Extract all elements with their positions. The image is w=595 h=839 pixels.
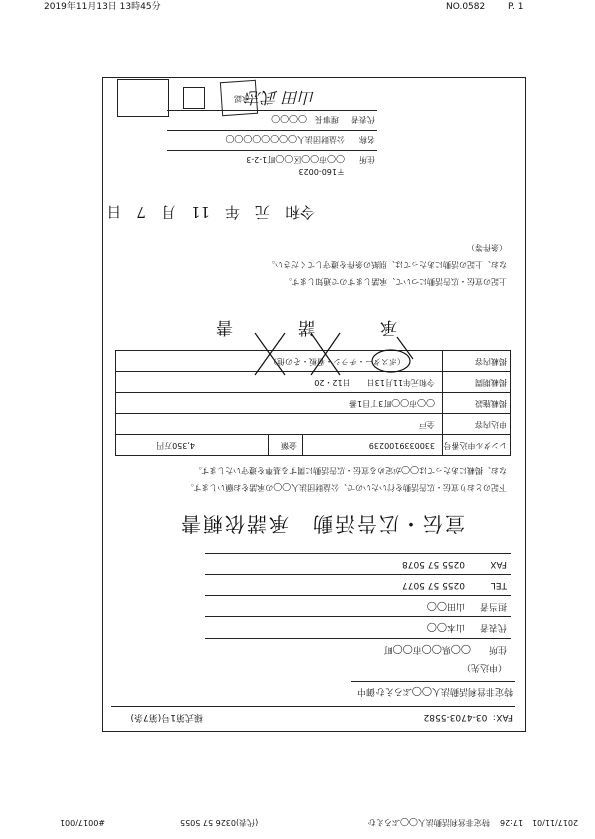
- intro-line-2: なお、掲載にあたっては◯◯が定める宣伝・広告活動に関する基準を遵守いたします。: [193, 466, 507, 475]
- contact-value-tel: 0255 57 5077: [402, 580, 465, 590]
- table-value-content: 全戸: [419, 420, 435, 429]
- contact-label-representative: 代表者: [479, 622, 507, 632]
- fax-timestamp: 2019年11月13日 13時45分: [44, 2, 161, 12]
- fax-footer-date: 2017/11/01: [532, 818, 579, 827]
- handwritten-signature: 山田 武志: [245, 88, 315, 107]
- fax-page: P. 1: [508, 2, 524, 12]
- fax-footer-time: 17:26: [500, 818, 524, 827]
- approver-postcode: 〒160-0023: [298, 167, 345, 176]
- seal-stamp-text: 承認: [233, 93, 251, 104]
- approval-form-sheet: [102, 77, 526, 732]
- contact-title: （申込先）: [461, 662, 507, 672]
- seal-stamp-square: [117, 79, 169, 117]
- contact-value-staff: 山田◯◯: [426, 601, 465, 611]
- table-value-application-no: 3300339100239: [368, 441, 435, 450]
- table-value-facility: ◯◯市◯◯町3丁目1番: [349, 399, 435, 408]
- approver-label-representative: 代表者: [351, 115, 375, 124]
- approver-address: ◯◯市◯◯区◯◯町1-2-3: [246, 155, 345, 164]
- fax-footer-counter: #0017/001: [60, 818, 106, 827]
- form-number: 様式第1号(第7条): [130, 712, 203, 722]
- contact-value-fax: 0255 57 5078: [402, 559, 465, 569]
- table-label-content: 申込内容: [475, 420, 507, 429]
- fax-number: NO.0582: [446, 2, 486, 12]
- recipient-suffix: 御中: [356, 686, 375, 696]
- notes-label: （条件等）: [467, 243, 507, 252]
- table-label-detail: 掲載内容: [475, 357, 507, 366]
- approval-date: 令和 元 年 11 月 7 日: [106, 203, 315, 221]
- table-label-period: 掲載期間: [475, 378, 507, 387]
- approver-name: 公益財団法人◯◯◯◯◯◯◯◯: [225, 135, 345, 144]
- table-value-detail: （ポスター・チラシ・看板・その他）: [269, 357, 405, 366]
- intro-line-1: 下記のとおり宣伝・広告活動を行いたいので、公益財団法人◯◯の承諾をお願いします。: [185, 483, 507, 492]
- fax-footer-tel: (代表)0326 57 5055: [180, 818, 259, 827]
- table-label-facility: 掲載施設: [475, 399, 507, 408]
- contact-label-address: 住所: [488, 644, 507, 654]
- contact-value-representative: 山本◯◯: [426, 622, 465, 632]
- seal-stamp-small: [183, 87, 205, 109]
- recipient-org: 特定非営利活動法人◯◯ぷろえむ: [375, 686, 513, 696]
- approver-label-name: 名称: [359, 135, 375, 144]
- table-value-period: 令和元年11月13日 日12・20: [314, 378, 435, 387]
- main-title: 宣伝・広告活動 承諾依頼書: [179, 512, 465, 536]
- table-label-amount: 金額: [281, 441, 297, 450]
- contact-label-fax: FAX: [490, 559, 507, 569]
- approver-label-address: 住所: [359, 155, 375, 164]
- fax-line: FAX：03-4703-5582: [423, 712, 513, 722]
- approval-line-2: なお、上記の活動にあたっては、別紙の条件を遵守してください。: [267, 260, 507, 269]
- contact-label-staff: 担当者: [479, 601, 507, 611]
- table-label-application-no: レンタル申込番号: [443, 441, 507, 450]
- contact-label-tel: TEL: [490, 580, 507, 590]
- approval-line-1: 上記の宣伝・広告活動について、承諾しますので通知します。: [283, 277, 507, 286]
- seal-stamp: [220, 80, 258, 116]
- contact-value-address: ◯◯県◯◯市◯◯町: [383, 644, 471, 654]
- approver-representative: 理事長 ◯◯◯◯: [271, 115, 339, 124]
- approval-title: 承 諾 書: [192, 317, 397, 337]
- fax-footer-sender: 特定非営利活動法人◯◯ぷろえむ: [368, 818, 490, 827]
- table-value-amount: 4,350万円: [156, 441, 195, 450]
